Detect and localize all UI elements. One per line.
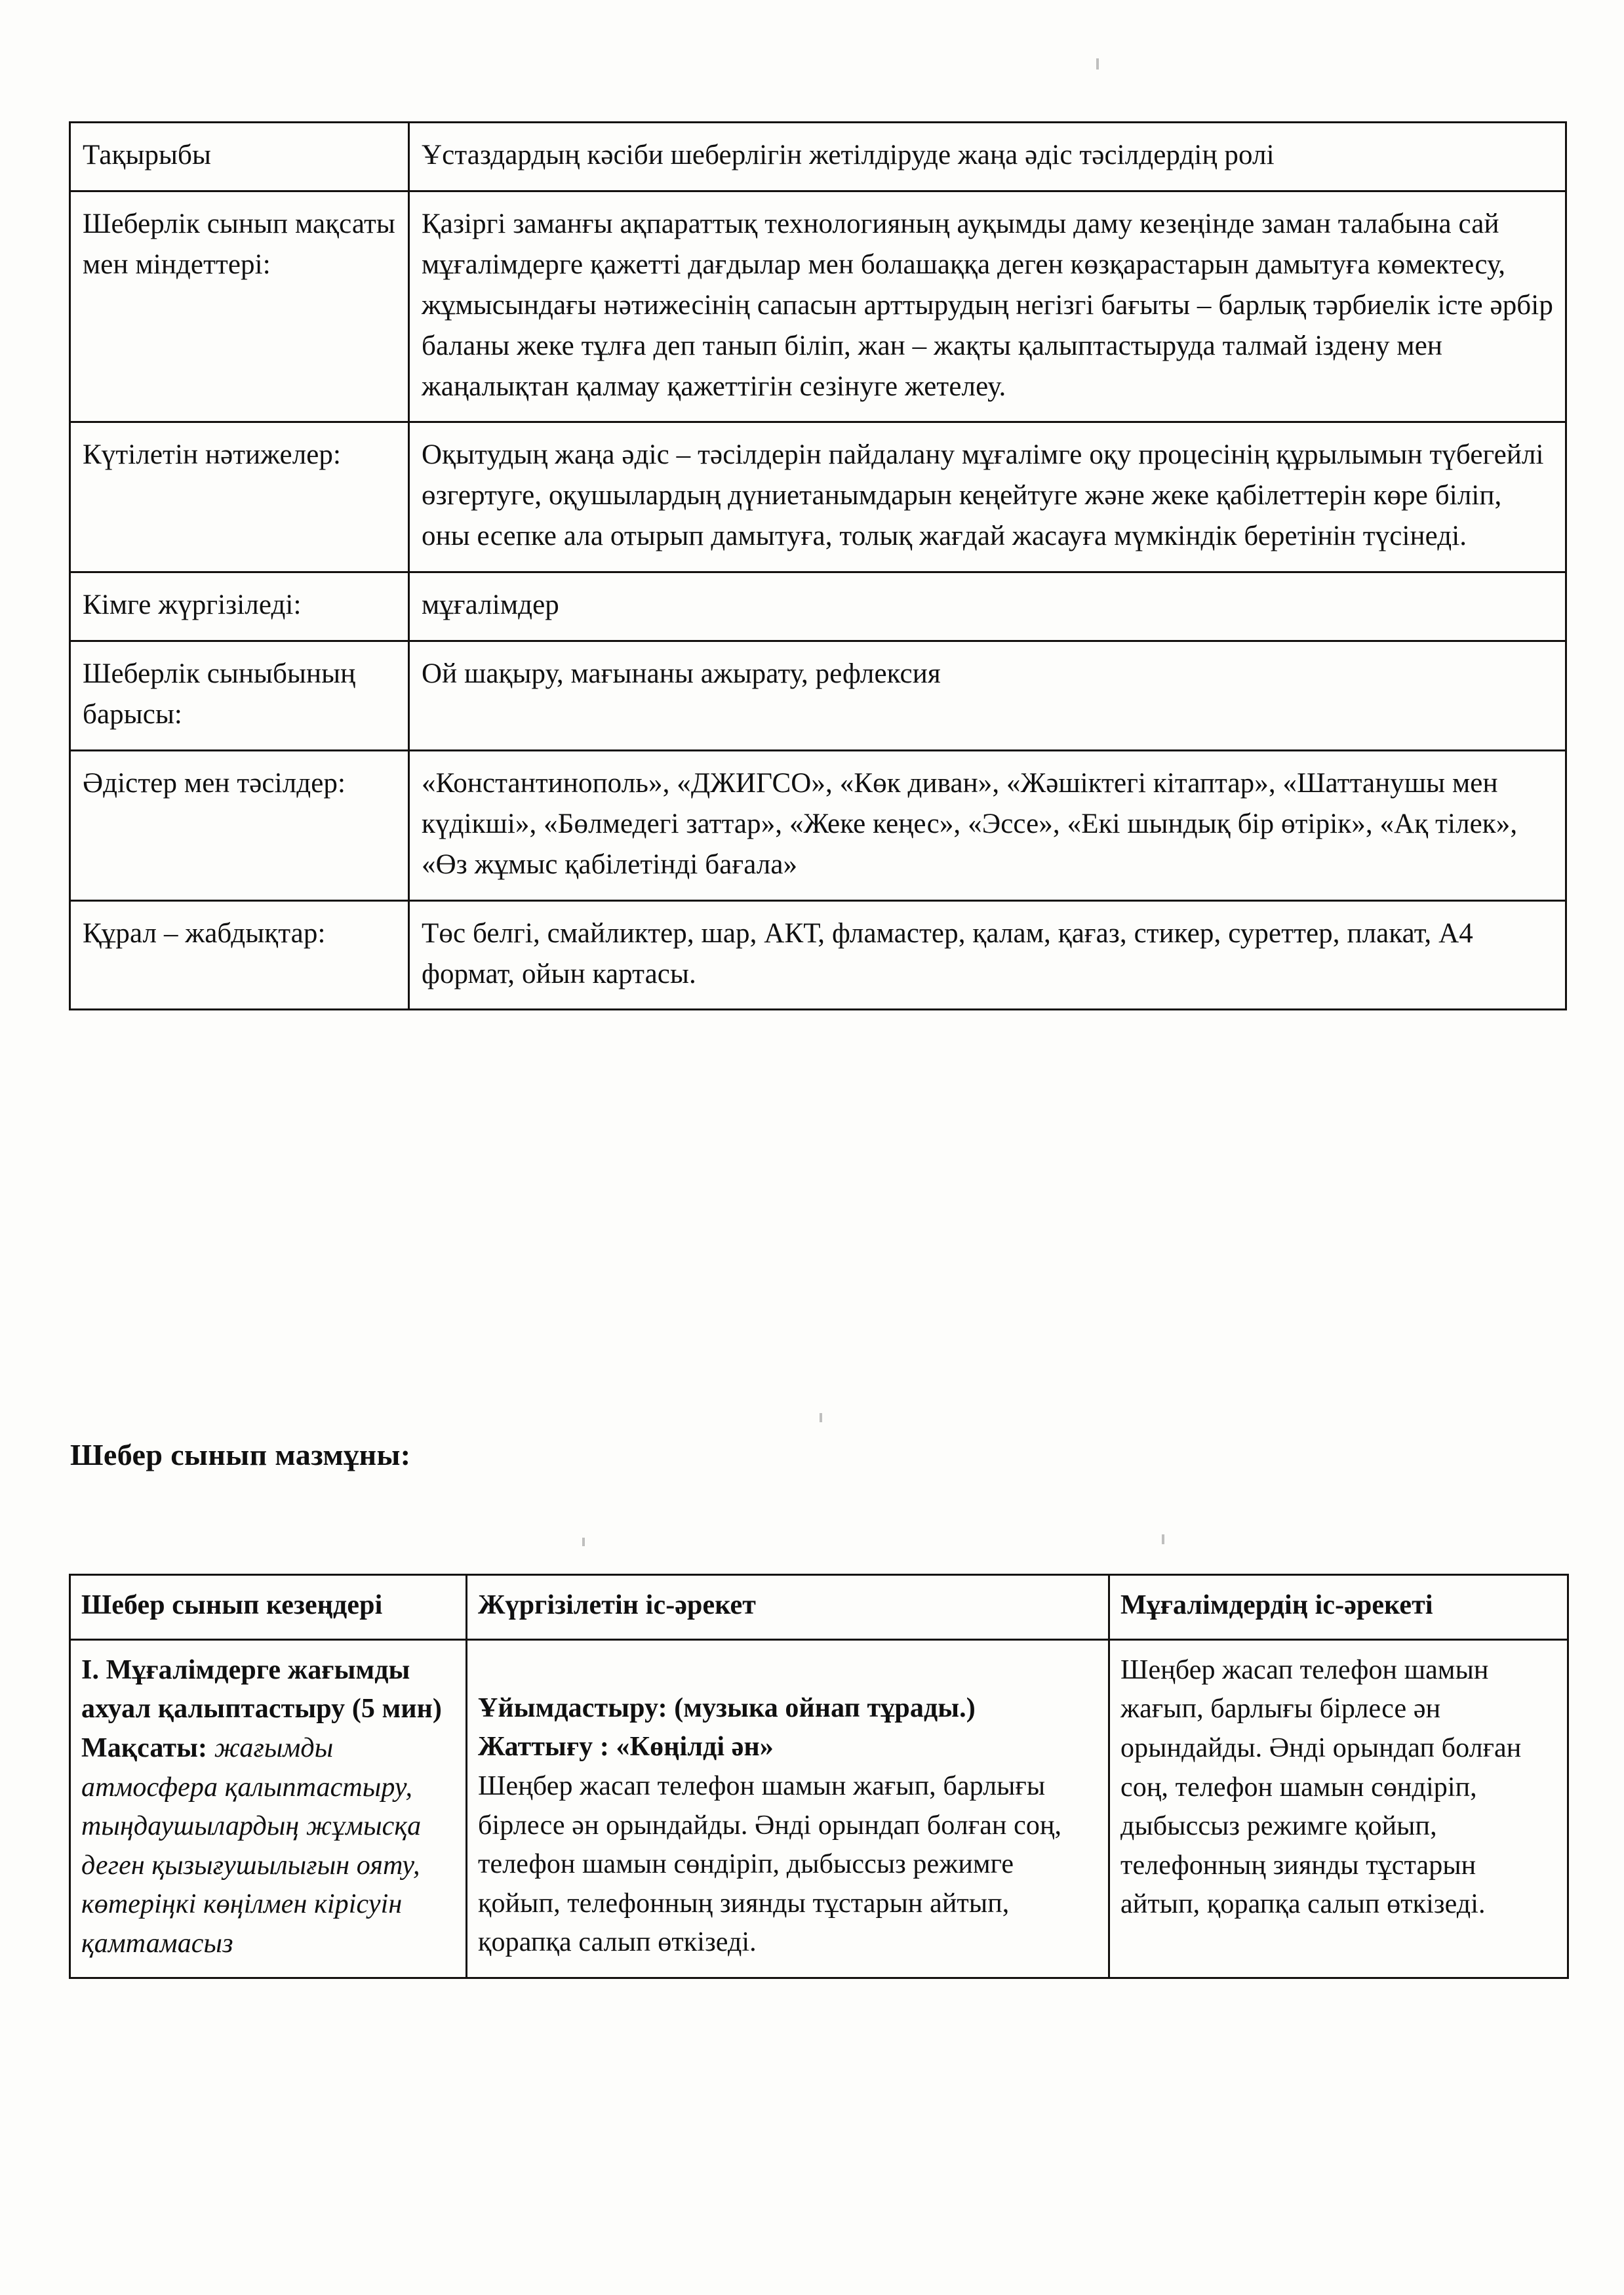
row-value-topic: Ұстаздардың кәсіби шеберлігін жетілдіруде жаңа әдіс тәсілдердің ролі [409,123,1566,191]
master-class-content-table [69,1574,1569,1979]
section-heading: Шебер сынып мазмұны: [70,1438,411,1471]
row-value-expected-results: Оқытудың жаңа әдіс – тәсілдерін пайдалану мұғалімге оқу процесінің құрылымын түбегейлі өзгертуге, оқушылардың дүниетанымдарын кеңейтуге және жеке қабілеттерін көре біліп, оны есепке ала отырып дамытуға, толық жағдай жасауға мүмкіндік беретінін түсінеді. [409,422,1566,572]
row-label-expected-results: Күтілетін нәтижелер: [70,422,409,572]
row-label-equipment: Құрал – жабдықтар: [70,900,409,1010]
table-row [70,123,1566,191]
stage-title: I. Мұғалімдерге жағымды ахуал қалыптастыру [81,1654,410,1725]
row-value-goals: Қазіргі заманғы ақпараттық технологияның ауқымды даму кезеңінде заман талабына сай мұғалімдерге қажетті дағдылар мен болашаққа деген көзқарастарын дамытуға көмектесу, жұмысындағы нәтижесінің сапасын арттырудың негізгі бағыты – барлық тәрбиелік істе әрбір баланы жеке тұлға деп танып біліп, жан – жақты қалыптастыруда талмай іздену мен жаңалықтан қалмау қажеттігін сезінуге жетелеу. [409,191,1566,422]
table-row [70,1639,1568,1978]
teacher-action-body: Шеңбер жасап телефон шамын жағып, барлығы бірлесе ән орындайды. Әнді орындап болған соң, телефон шамын сөндіріп, дыбыссыз режимге қойып, телефонның зиянды тұстарын айтып, қорапқа салып өткізеді. [1120,1654,1522,1920]
lesson-overview-table-wrapper [69,121,1567,1010]
row-label-course: Шеберлік сыныбының барысы: [70,641,409,751]
stage-duration: (5 мин) [345,1694,442,1725]
scan-speck [820,1413,822,1422]
cell-top-spacer [478,1651,1099,1689]
row-label-topic: Тақырыбы [70,123,409,191]
table-row [70,900,1566,1010]
column-header-stages: Шебер сынып кезеңдері [70,1575,467,1640]
activity-cell [467,1639,1109,1978]
row-label-audience: Кімге жүргізіледі: [70,572,409,641]
scan-speck [582,1538,585,1546]
table-row [70,422,1566,572]
row-value-course: Ой шақыру, мағынаны ажырату, рефлексия [409,641,1566,751]
stage-goal-label: Мақсаты: [81,1732,208,1763]
row-value-audience: мұғалімдер [409,572,1566,641]
row-value-equipment: Төс белгі, смайликтер, шар, АКТ, фламастер, қалам, қағаз, стикер, суреттер, плакат, А4 формат, ойын картасы. [409,900,1566,1010]
table-header-row [70,1575,1568,1640]
activity-lead-organize: Ұйымдастыру: (музыка ойнап тұрады.) [478,1692,976,1723]
scan-speck [1096,58,1099,70]
scan-speck [1162,1534,1164,1544]
teacher-action-cell [1109,1639,1568,1978]
lesson-overview-table [69,121,1567,1010]
stage-goal-text: жағымды атмосфера қалыптастыру, тыңдаушылардың жұмысқа деген қызығушылығын ояту, көтеріңкі көңілмен кірісуін қамтамасыз [81,1732,422,1959]
row-label-methods: Әдістер мен тәсілдер: [70,750,409,900]
activity-lead-exercise: Жаттығу : «Көңілді ән» [478,1732,774,1763]
table-row [70,191,1566,422]
master-class-content-table-wrapper [69,1574,1567,1979]
column-header-teacher-action: Мұғалімдердің іс-әрекеті [1109,1575,1568,1640]
row-value-methods: «Константинополь», «ДЖИГСО», «Көк диван», «Жәшіктегі кітаптар», «Шаттанушы мен күдікші», «Бөлмедегі заттар», «Жеке кеңес», «Эссе», «Екі шындық бір өтірік», «Ақ тілек», «Өз жұмыс қабілетінді бағала» [409,750,1566,900]
stage-cell [70,1639,467,1978]
activity-body: Шеңбер жасап телефон шамын жағып, барлығы бірлесе ән орындайды. Әнді орындап болған соң, телефон шамын сөндіріп, дыбыссыз режимге қойып, телефонның зиянды тұстарын айтып, қорапқа салып өткізеді. [478,1770,1062,1958]
column-header-activity: Жүргізілетін іс-әрекет [467,1575,1109,1640]
row-label-goals: Шеберлік сынып мақсаты мен міндеттері: [70,191,409,422]
table-row [70,641,1566,751]
table-row [70,750,1566,900]
table-row [70,572,1566,641]
